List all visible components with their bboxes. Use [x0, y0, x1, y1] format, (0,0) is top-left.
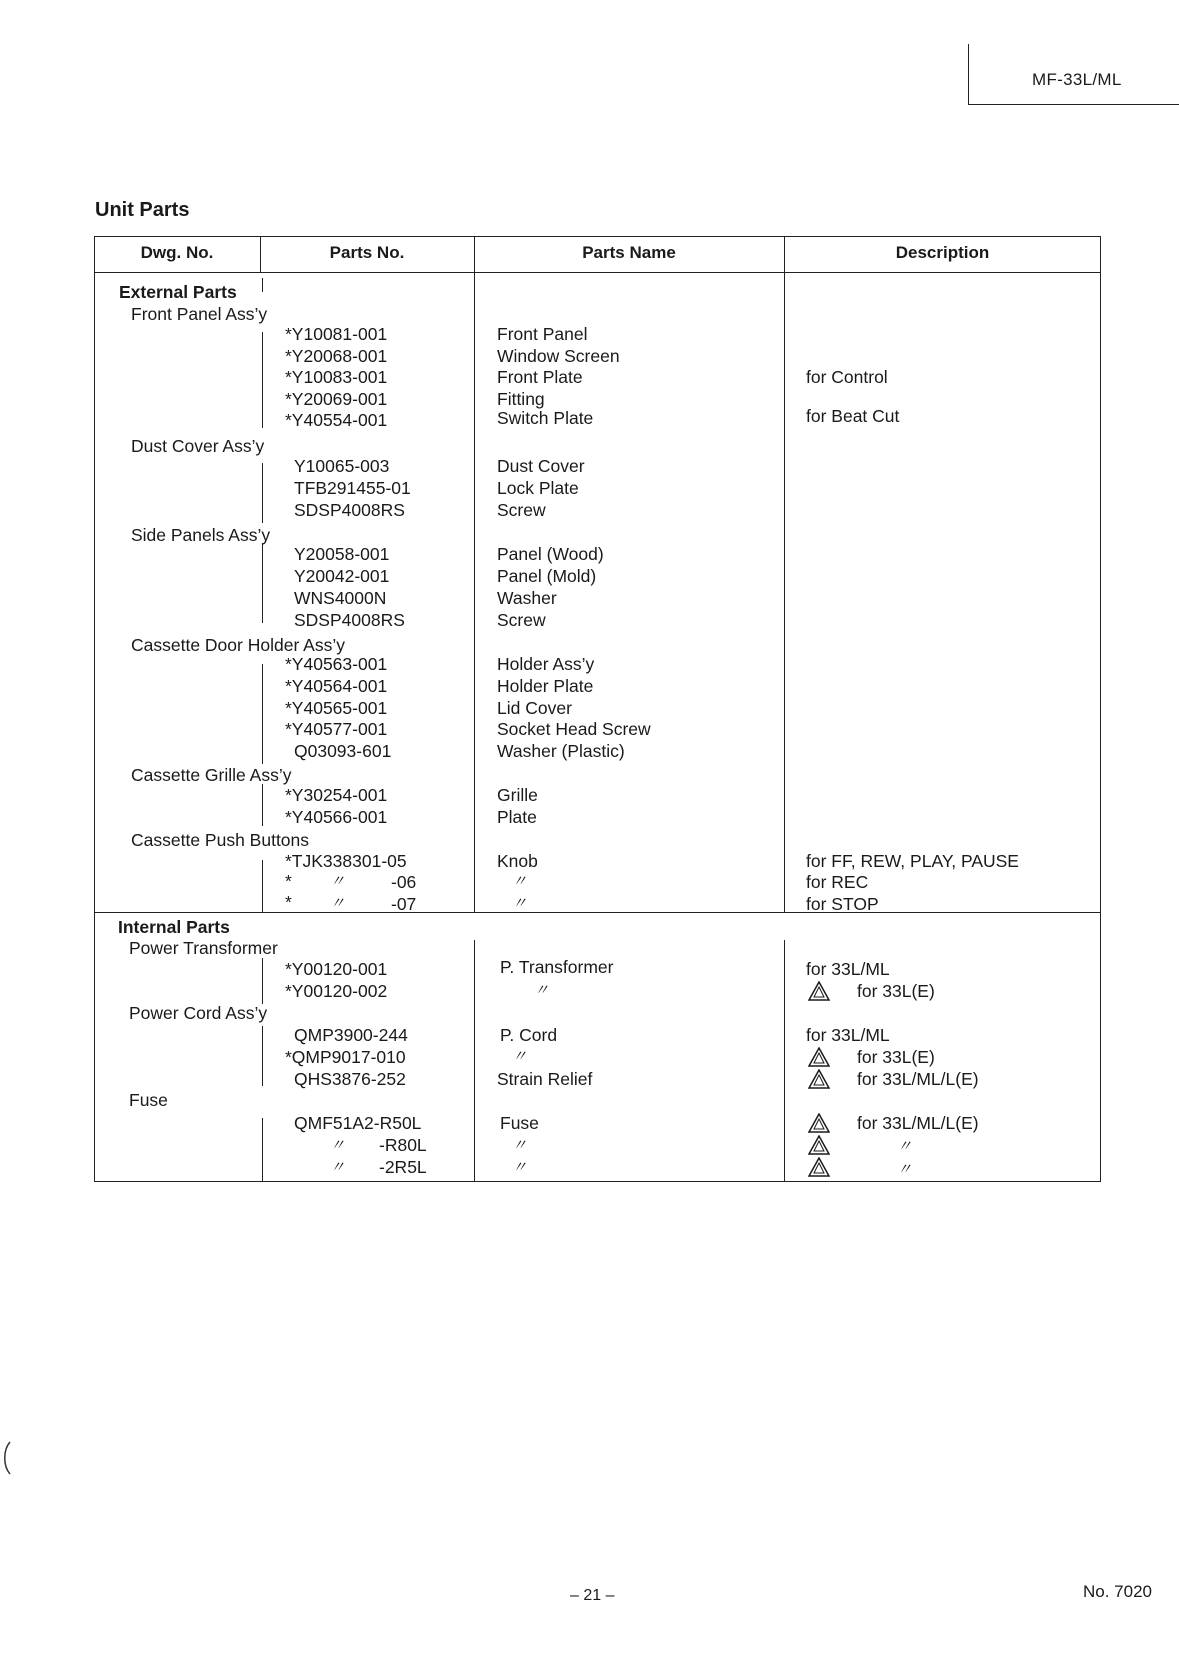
part-description: for Control [806, 367, 888, 387]
header-divider [94, 272, 1101, 273]
part-name: Washer (Plastic) [497, 741, 625, 761]
part-name: 〃 [534, 982, 550, 999]
warning-triangle-icon [808, 981, 830, 1001]
group-internal-parts: Internal Parts [118, 917, 230, 937]
part-name: P. Cord [500, 1025, 558, 1045]
part-no: *Y40566-001 [285, 807, 388, 827]
part-no: *QMP9017-010 [285, 1047, 406, 1067]
part-no-suffix: -06 [391, 872, 417, 892]
part-name: Front Panel [497, 324, 588, 344]
part-no: *Y30254-001 [285, 785, 388, 805]
col-header-parts-name: Parts Name [582, 243, 676, 262]
bracket-side-panels [262, 543, 263, 623]
part-description: for STOP [806, 894, 879, 914]
part-no: *Y40577-001 [285, 719, 388, 739]
document-number: No. 7020 [1083, 1582, 1152, 1601]
parts-table [94, 236, 1101, 1182]
subgroup-front-panel: Front Panel Ass’y [131, 304, 268, 324]
ditto-mark: 〃 [330, 895, 346, 912]
page-number: – 21 – [570, 1587, 615, 1604]
part-name: 〃 [512, 873, 528, 890]
part-name: Knob [497, 851, 538, 871]
part-name: Switch Plate [497, 408, 594, 428]
col-sep-int-parts [474, 940, 475, 1182]
col-header-dwg-no: Dwg. No. [140, 243, 214, 262]
part-description: for 33L(E) [857, 981, 935, 1001]
col-sep-int-name [784, 940, 785, 1182]
col-header-description: Description [895, 243, 990, 262]
part-name: Screw [497, 610, 546, 630]
part-name: P. Transformer [500, 957, 614, 977]
part-name: 〃 [512, 895, 528, 912]
part-no: *Y10081-001 [285, 324, 388, 344]
part-no: QHS3876-252 [294, 1069, 406, 1089]
warning-triangle-icon [808, 1113, 830, 1133]
part-no: *Y20069-001 [285, 389, 388, 409]
part-no-suffix: -2R5L [379, 1157, 427, 1177]
group-divider [94, 912, 1101, 913]
part-description: for Beat Cut [806, 406, 900, 426]
warning-triangle-icon [808, 1135, 830, 1155]
bracket-transformer [262, 958, 263, 1004]
part-name: 〃 [512, 1137, 528, 1154]
part-description: for FF, REW, PLAY, PAUSE [806, 851, 1019, 871]
part-description: for 33L/ML [806, 959, 890, 979]
bracket-ext-group [262, 278, 263, 292]
subgroup-dust-cover: Dust Cover Ass’y [131, 436, 265, 456]
subgroup-power-transformer: Power Transformer [129, 938, 278, 958]
part-no: SDSP4008RS [294, 610, 405, 630]
part-name: Screw [497, 500, 546, 520]
part-no: *Y20068-001 [285, 346, 388, 366]
model-number: MF-33L/ML [1032, 70, 1122, 89]
part-name: Dust Cover [497, 456, 585, 476]
part-description: for 33L/ML/L(E) [857, 1113, 979, 1133]
scan-edge-mark [0, 1440, 14, 1476]
part-no: WNS4000N [294, 588, 387, 608]
part-name: Holder Plate [497, 676, 594, 696]
section-title: Unit Parts [95, 199, 190, 221]
col-header-parts-no: Parts No. [329, 243, 405, 262]
ditto-mark: 〃 [330, 1159, 346, 1176]
subgroup-side-panels: Side Panels Ass’y [131, 525, 271, 545]
part-no: *TJK338301-05 [285, 851, 407, 871]
part-description: for 33L/ML/L(E) [857, 1069, 979, 1089]
part-name: Plate [497, 807, 537, 827]
subgroup-cassette-door-holder: Cassette Door Holder Ass’y [131, 635, 345, 655]
part-name: Fitting [497, 389, 545, 409]
part-no: TFB291455-01 [294, 478, 411, 498]
warning-triangle-icon [808, 1069, 830, 1089]
part-no: *Y40564-001 [285, 676, 388, 696]
bracket-push-buttons [262, 860, 263, 912]
bracket-grille [262, 784, 263, 826]
ditto-mark: 〃 [330, 1137, 346, 1154]
part-name: Front Plate [497, 367, 583, 387]
part-no: *Y40563-001 [285, 654, 388, 674]
part-name: Fuse [500, 1113, 539, 1133]
part-description: for 33L(E) [857, 1047, 935, 1067]
part-no: Y20058-001 [294, 544, 390, 564]
group-external-parts: External Parts [119, 282, 237, 302]
part-name: 〃 [512, 1048, 528, 1065]
part-description: for 33L/ML [806, 1025, 890, 1045]
part-name: Socket Head Screw [497, 719, 651, 739]
part-no: QMF51A2-R50L [294, 1113, 422, 1133]
subgroup-cassette-push-buttons: Cassette Push Buttons [131, 830, 310, 850]
subgroup-power-cord: Power Cord Ass’y [129, 1003, 268, 1023]
bracket-front-panel [262, 332, 263, 428]
subgroup-cassette-grille: Cassette Grille Ass’y [131, 765, 292, 785]
part-description: 〃 [897, 1161, 913, 1178]
part-no: Y20042-001 [294, 566, 390, 586]
warning-triangle-icon [808, 1047, 830, 1067]
part-name: Holder Ass’y [497, 654, 595, 674]
warning-triangle-icon [808, 1157, 830, 1177]
part-no-suffix: -R80L [379, 1135, 427, 1155]
subgroup-fuse: Fuse [129, 1090, 168, 1110]
part-no: *Y00120-002 [285, 981, 388, 1001]
ditto-mark: 〃 [330, 873, 346, 890]
part-name: Washer [497, 588, 557, 608]
part-name: 〃 [512, 1159, 528, 1176]
part-no: *Y40565-001 [285, 698, 388, 718]
part-description: for REC [806, 872, 869, 892]
part-name: Strain Relief [497, 1069, 593, 1089]
bracket-door-holder [262, 664, 263, 764]
part-name: Grille [497, 785, 538, 805]
part-no: SDSP4008RS [294, 500, 405, 520]
col-sep-ext-parts [474, 272, 475, 912]
part-no-prefix: * [285, 871, 292, 891]
col-sep-ext-name [784, 272, 785, 912]
part-name: Lock Plate [497, 478, 579, 498]
part-no: Q03093-601 [294, 741, 392, 761]
part-no: *Y10083-001 [285, 367, 388, 387]
part-no: QMP3900-244 [294, 1025, 408, 1045]
part-description: 〃 [897, 1138, 913, 1155]
part-name: Window Screen [497, 346, 620, 366]
bracket-power-cord [262, 1026, 263, 1086]
part-no: Y10065-003 [294, 456, 390, 476]
part-name: Panel (Mold) [497, 566, 597, 586]
part-name: Lid Cover [497, 698, 572, 718]
part-no: *Y40554-001 [285, 410, 388, 430]
part-no-suffix: -07 [391, 894, 417, 914]
bracket-dust-cover [262, 463, 263, 523]
bracket-fuse [262, 1118, 263, 1182]
part-no-prefix: * [285, 892, 292, 912]
part-no: *Y00120-001 [285, 959, 388, 979]
part-name: Panel (Wood) [497, 544, 604, 564]
